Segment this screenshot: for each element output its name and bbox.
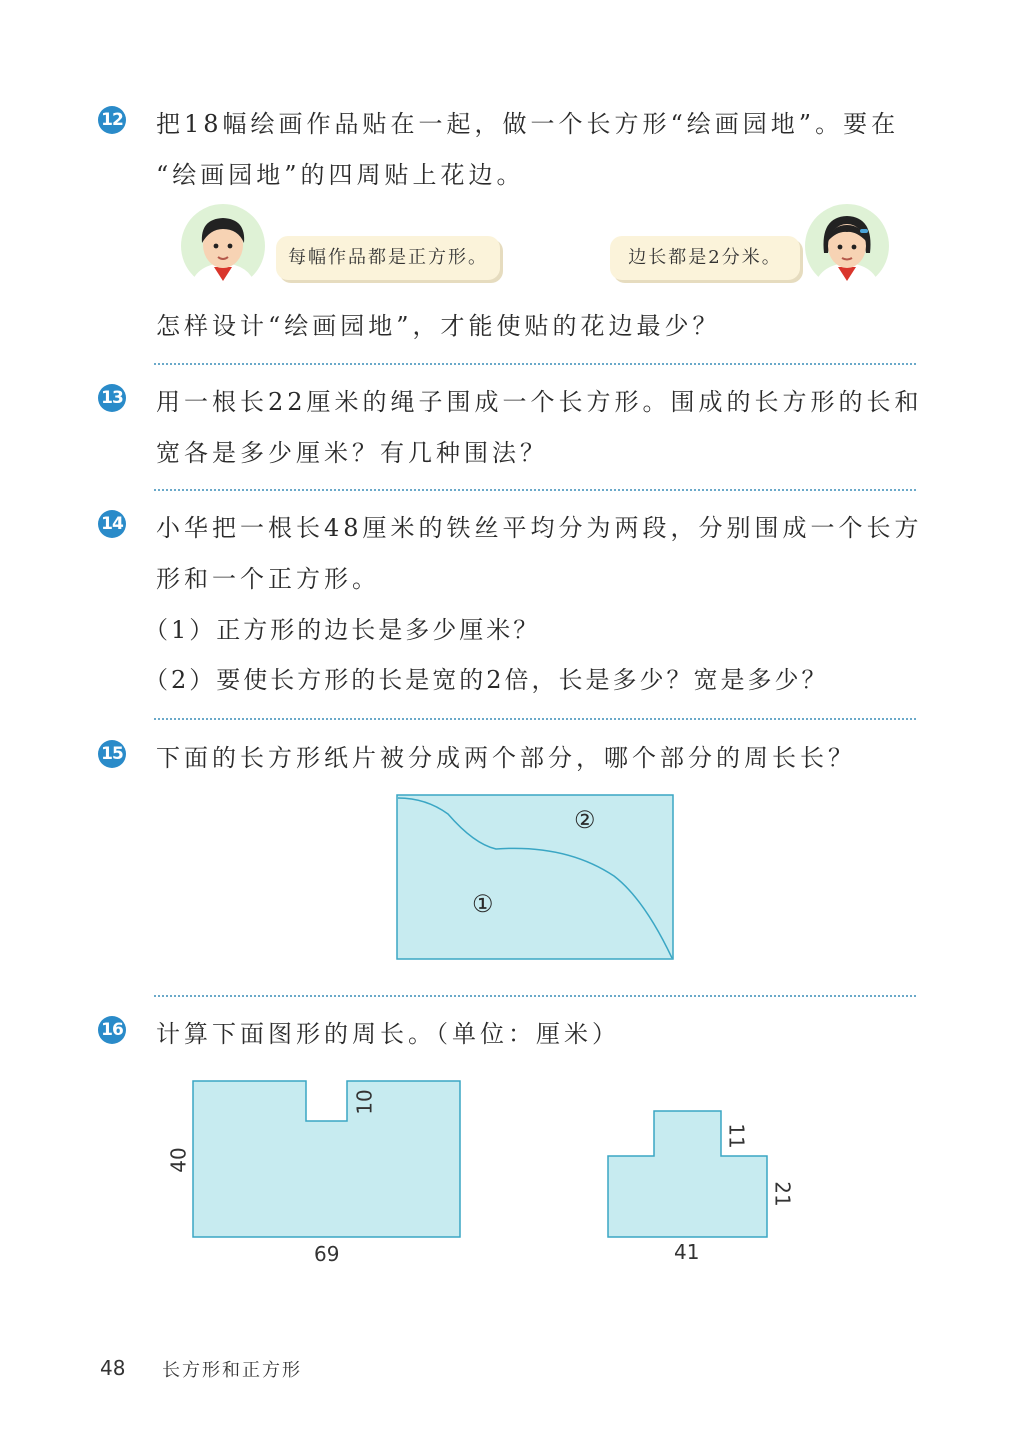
page-number: 48 — [100, 1356, 126, 1380]
problem-text-line: 用一根长22厘米的绳子围成一个长方形。围成的长方形的长和 — [156, 388, 923, 416]
problem-number-badge: 13 — [98, 384, 126, 412]
notched-rectangle-figure — [192, 1080, 464, 1240]
speech-bubble-right: 边长都是2分米。 — [610, 236, 800, 280]
part-label-1: ① — [472, 890, 494, 918]
chapter-title: 长方形和正方形 — [162, 1360, 302, 1381]
dim-top-b: 11 — [724, 1123, 749, 1149]
problem-text-line: 小华把一根长48厘米的铁丝平均分为两段，分别围成一个长方 — [156, 514, 923, 542]
divider — [154, 363, 916, 365]
dim-width-b: 41 — [674, 1240, 700, 1264]
problem-number-badge: 12 — [98, 106, 126, 134]
problem-text-line: 计算下面图形的周长。（单位：厘米） — [156, 1020, 620, 1048]
dim-height-b: 21 — [770, 1181, 795, 1207]
divided-rectangle-figure — [396, 794, 676, 962]
dim-notch-a: 10 — [352, 1089, 377, 1115]
problem-text-line: 把18幅绘画作品贴在一起，做一个长方形“绘画园地”。要在 — [156, 110, 900, 138]
speech-bubble-left: 每幅作品都是正方形。 — [276, 236, 500, 280]
girl-avatar — [804, 203, 890, 289]
problem-text-line: 宽各是多少厘米？有几种围法？ — [156, 439, 548, 467]
problem-text-line: “绘画园地”的四周贴上花边。 — [156, 161, 525, 189]
rectangle-paper — [397, 795, 673, 959]
problem-number-badge: 14 — [98, 510, 126, 538]
problem-question: 怎样设计“绘画园地”，才能使贴的花边最少？ — [156, 312, 721, 340]
problem-text-line: 下面的长方形纸片被分成两个部分，哪个部分的周长长？ — [156, 744, 856, 772]
boy-avatar — [180, 203, 266, 289]
problem-number-badge: 15 — [98, 740, 126, 768]
problem-text-line: 形和一个正方形。 — [156, 565, 380, 593]
divider — [154, 718, 916, 720]
divider — [154, 489, 916, 491]
sub-question: （1）正方形的边长是多少厘米？ — [144, 616, 541, 644]
part-label-2: ② — [574, 806, 596, 834]
dim-height-a: 40 — [166, 1147, 191, 1173]
problem-number-badge: 16 — [98, 1016, 126, 1044]
divider — [154, 995, 916, 997]
dim-width-a: 69 — [314, 1242, 340, 1266]
sub-question: （2）要使长方形的长是宽的2倍，长是多少？宽是多少？ — [144, 666, 829, 694]
